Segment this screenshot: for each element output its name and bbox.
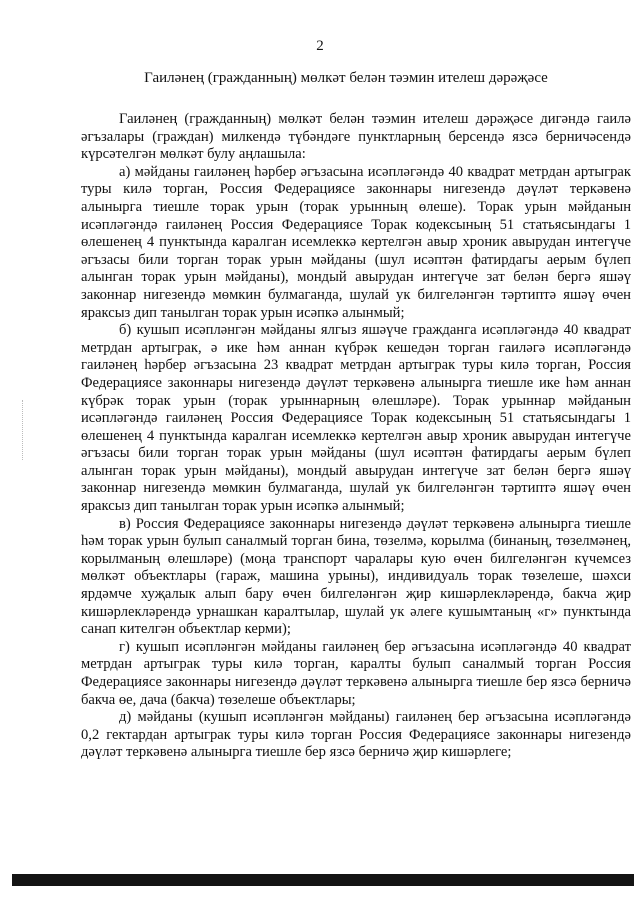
item-v-paragraph: в) Россия Федерациясе законнары нигезендә дәүләт теркәвенә алынырга тиешле һәм торак урын булып саналмый торган бина, төзелмә, корылма (бинаның, төзелмәнең, корылманың өлешләре) (моңа транспорт чаралары кую өчен билгеләнгән күчемсез мөлкәт объектлары (гараж, машина урыны), индивидуаль торак төзелеше, шәхси ярдәмче хуҗалык алып бару өчен билгеләнгән җир кишәрлекләрендә, бакча җир кишәрлекләрендә урнашкан каралтылар, шулай ук әлеге кушымтаның «г» пунктында санап кителгән объектлар керми);	[81, 515, 631, 638]
intro-paragraph: Гаиләнең (гражданның) мөлкәт белән тәэмин ителеш дәрәҗәсе дигәндә гаилә әгъзалары (граждан) милкендә түбәндәге пунктларның берсендә язсә берничәсендә күрсәтелгән мөлкәт булу аңлашыла:	[81, 111, 631, 163]
item-d-paragraph: д) мәйданы (кушып исәпләнгән мәйданы) гаиләнең бер әгъзасына исәпләгәндә 0,2 гектардан артыграк туры килә торган Россия Федерациясе законнары нигезендә дәүләт теркәвенә алынырга тиешле бер язсә берничә җир кишәрлеге;	[81, 709, 631, 761]
document-title: Гаиләнең (гражданның) мөлкәт белән тәэмин ителеш дәрәҗәсе	[144, 70, 548, 86]
item-b-paragraph: б) кушып исәпләнгән мәйданы ялгыз яшәүче гражданга исәпләгәндә 40 квадрат метрдан артыграк, ә ике һәм аннан күбрәк кешедән торган гаиләгә исәпләгәндә гаиләнең һәрбер әгъзасына 23 квадрат метрдан артыграк туры килә торган, Россия Федерациясе законнары нигезендә дәүләт теркәвенә алынырга тиешле ике һәм аннан күбрәк торак урын (торак урыннарның өлешләре). Торак урыннар мәйданын исәпләгәндә гаиләнең Россия Федерациясе Торак кодексының 51 статьясындагы 1 өлешенең 4 пунктында каралган исемлеккә кертелгән авыр хроник авырудан интегүче әгъзасы били торган торак урын мәйданы (шул исәптән фатирдагы аерым бүлеп алынган торак урын мәйданы), мондый авырудан интегүче зат белән бергә яшәү законнар нигезендә мөмкин булмаганда, шулай ук билгеләнгән тәртиптә яшәү өчен яраксыз дип танылган торак урын исәпкә алынмый;	[81, 322, 631, 515]
scan-bottom-edge	[12, 874, 634, 886]
page-number: 2	[316, 38, 324, 54]
item-a-paragraph: а) мәйданы гаиләнең һәрбер әгъзасына исәпләгәндә 40 квадрат метрдан артыграк туры килә торган, Россия Федерациясе законнары нигезендә дәүләт теркәвенә алынырга тиешле торак урын (торак урынның өлеше). Торак урын мәйданын исәпләгәндә гаиләнең Россия Федерациясе Торак кодексының 51 статьясындагы 1 өлешенең 4 пунктында каралган исемлеккә кертелгән авыр хроник авырудан интегүче әгъзасы били торган торак урын мәйданы (шул исәптән фатирдагы аерым бүлеп алынган торак урын мәйданы), мондый авырудан интегүче зат белән бергә яшәү законнар нигезендә мөмкин булмаганда, шулай ук билгеләнгән тәртиптә яшәү өчен яраксыз дип танылган торак урын исәпкә алынмый;	[81, 163, 631, 321]
document-body	[81, 111, 631, 762]
item-g-paragraph: г) кушып исәпләнгән мәйданы гаиләнең бер әгъзасына исәпләгәндә 40 квадрат метрдан артыграк туры килә торган, каралты булып саналмый торган Россия Федерациясе законнары нигезендә дәүләт теркәвенә алынырга тиешле бер язсә берничә бакча өе, дача (бакча) төзелеше объектлары;	[81, 638, 631, 708]
scan-margin-mark	[22, 400, 25, 460]
